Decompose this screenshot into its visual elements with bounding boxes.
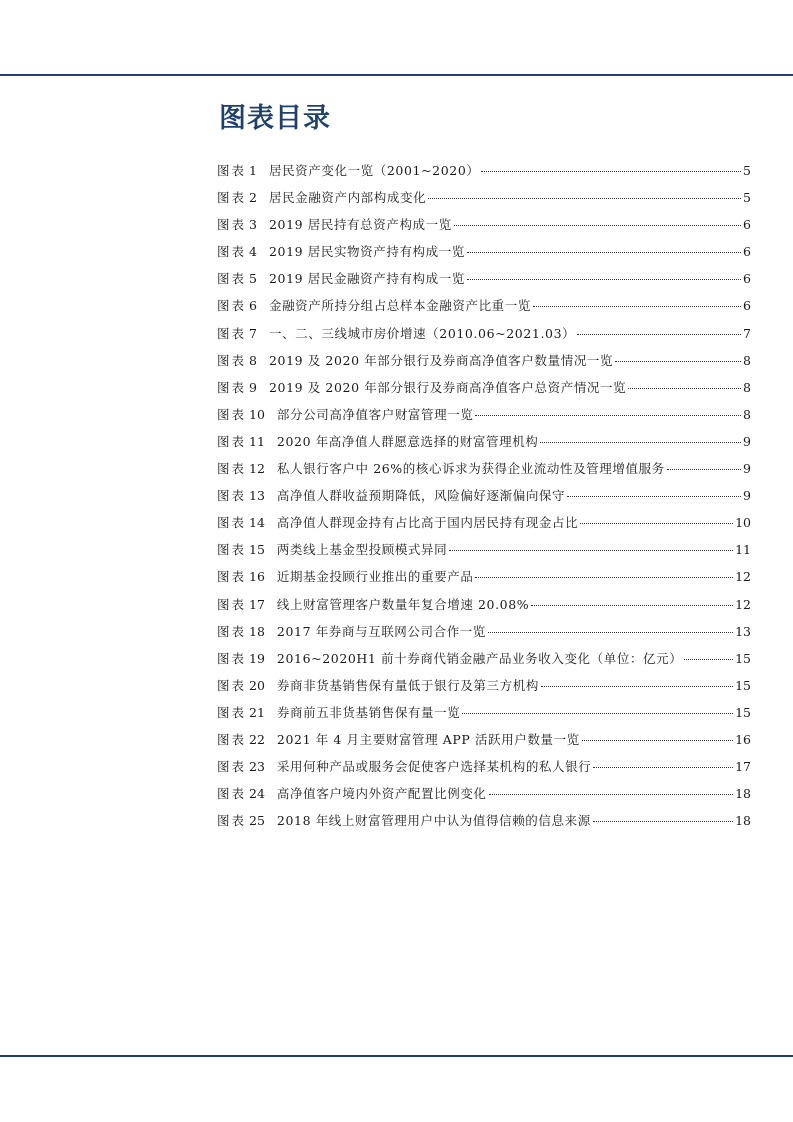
toc-entry-label: 图表 <box>217 515 247 531</box>
toc-entry-title: 高净值人群收益预期降低，风险偏好逐渐偏向保守 <box>276 488 566 504</box>
toc-entry-page-number: 7 <box>743 325 751 341</box>
toc-entry-label: 图表 <box>217 379 247 395</box>
toc-entry-title: 券商非货基销售保有量低于银行及第三方机构 <box>276 677 539 693</box>
toc-dot-leader <box>567 496 741 497</box>
toc-entry-page-number: 9 <box>743 433 751 449</box>
toc-entry-number: 20 <box>249 677 265 693</box>
toc-dot-leader <box>481 171 741 172</box>
toc-entry[interactable] <box>217 374 751 401</box>
toc-entry-label: 图表 <box>217 325 247 341</box>
toc-entry[interactable] <box>217 265 751 292</box>
toc-entry[interactable] <box>217 428 751 455</box>
toc-dot-leader <box>541 686 733 687</box>
toc-entry-title: 2019 及 2020 年部分银行及券商高净值客户总资产情况一览 <box>268 379 627 395</box>
toc-entry-title: 部分公司高净值客户财富管理一览 <box>276 406 474 422</box>
toc-dot-leader <box>489 794 734 795</box>
toc-entry[interactable] <box>217 401 751 428</box>
toc-entry-page-number: 18 <box>735 813 751 829</box>
toc-entry[interactable] <box>217 726 751 753</box>
toc-entry-number: 24 <box>249 786 265 802</box>
toc-entry[interactable] <box>217 591 751 618</box>
toc-entry-page-number: 15 <box>735 704 751 720</box>
toc-dot-leader <box>531 605 733 606</box>
toc-entry-title: 2016~2020H1 前十券商代销金融产品业务收入变化（单位：亿元） <box>276 650 683 666</box>
toc-entry-number: 14 <box>249 515 265 531</box>
toc-entry[interactable] <box>217 645 751 672</box>
toc-dot-leader <box>428 198 741 199</box>
toc-entry-label: 图表 <box>217 461 247 477</box>
toc-entry-number: 25 <box>249 813 265 829</box>
toc-entry-title: 近期基金投顾行业推出的重要产品 <box>276 569 474 585</box>
toc-dot-leader <box>467 279 741 280</box>
header-rule <box>0 74 793 76</box>
toc-entry-label: 图表 <box>217 433 247 449</box>
toc-entry-label: 图表 <box>217 163 247 178</box>
toc-entry[interactable] <box>217 807 751 834</box>
toc-entry-page-number: 16 <box>735 731 751 747</box>
toc-entry-page-number: 8 <box>743 379 751 395</box>
toc-dot-leader <box>667 469 741 470</box>
toc-entry[interactable] <box>217 455 751 482</box>
toc-entry-title: 私人银行客户中 26%的核心诉求为获得企业流动性及管理增值服务 <box>276 461 665 477</box>
toc-entry-page-number: 5 <box>743 190 751 206</box>
toc-entry-page-number: 8 <box>743 406 751 422</box>
toc-entry[interactable] <box>217 753 751 780</box>
toc-entry-page-number: 5 <box>743 163 751 178</box>
toc-entry-page-number: 6 <box>743 244 751 260</box>
toc-dot-leader <box>454 225 741 226</box>
toc-entry-title: 高净值人群现金持有占比高于国内居民持有现金占比 <box>276 515 579 531</box>
toc-entry-title: 线上财富管理客户数量年复合增速 20.08% <box>276 596 530 612</box>
page-title: 图表目录 <box>219 103 331 134</box>
toc-entry[interactable] <box>217 509 751 536</box>
toc-entry[interactable] <box>217 563 751 590</box>
toc-entry[interactable] <box>217 482 751 509</box>
toc-entry-page-number: 6 <box>743 298 751 314</box>
toc-dot-leader <box>593 821 733 822</box>
toc-entry-label: 图表 <box>217 271 247 287</box>
toc-dot-leader <box>467 252 741 253</box>
toc-dot-leader <box>615 361 741 362</box>
toc-entry[interactable] <box>217 780 751 807</box>
toc-entry-label: 图表 <box>217 731 247 747</box>
toc-entry-page-number: 6 <box>743 217 751 233</box>
toc-entry-page-number: 12 <box>735 569 751 585</box>
toc-dot-leader <box>475 415 741 416</box>
toc-entry[interactable] <box>217 347 751 374</box>
toc-dot-leader <box>462 713 733 714</box>
toc-dot-leader <box>582 740 733 741</box>
toc-entry-page-number: 13 <box>735 623 751 639</box>
toc-dot-leader <box>449 550 733 551</box>
toc-entry-title: 采用何种产品或服务会促使客户选择某机构的私人银行 <box>276 759 592 775</box>
toc-entry-number: 9 <box>249 379 257 395</box>
toc-entry-number: 18 <box>249 623 265 639</box>
toc-entry-page-number: 12 <box>735 596 751 612</box>
toc-entry-title: 2021 年 4 月主要财富管理 APP 活跃用户数量一览 <box>276 731 580 747</box>
toc-entry-title: 2017 年券商与互联网公司合作一览 <box>276 623 487 639</box>
toc-entry[interactable] <box>217 157 751 184</box>
toc-entry[interactable] <box>217 699 751 726</box>
toc-entry-title: 一、二、三线城市房价增速（2010.06~2021.03） <box>268 325 576 341</box>
toc-entry-label: 图表 <box>217 488 247 504</box>
toc-entry-page-number: 9 <box>743 488 751 504</box>
toc-entry-number: 16 <box>249 569 265 585</box>
toc-entry-label: 图表 <box>217 677 247 693</box>
toc-entry-title: 2020 年高净值人群愿意选择的财富管理机构 <box>276 433 539 449</box>
toc-entry[interactable] <box>217 536 751 563</box>
toc-entry-label: 图表 <box>217 406 247 422</box>
toc-entry-number: 15 <box>249 542 265 558</box>
toc-dot-leader <box>577 334 741 335</box>
toc-entry-number: 3 <box>249 217 257 233</box>
toc-entry-label: 图表 <box>217 759 247 775</box>
toc-entry-number: 13 <box>249 488 265 504</box>
toc-entry-number: 1 <box>249 163 257 178</box>
toc-entry-label: 图表 <box>217 596 247 612</box>
toc-entry-title: 2019 居民实物资产持有构成一览 <box>268 244 465 260</box>
toc-dot-leader <box>540 442 741 443</box>
toc-entry-number: 5 <box>249 271 257 287</box>
toc-entry-label: 图表 <box>217 786 247 802</box>
toc-dot-leader <box>488 632 733 633</box>
toc-entry-label: 图表 <box>217 623 247 639</box>
toc-dot-leader <box>593 767 733 768</box>
toc-entry-label: 图表 <box>217 352 247 368</box>
toc-entry-number: 12 <box>249 461 265 477</box>
toc-entry-title: 金融资产所持分组占总样本金融资产比重一览 <box>268 298 531 314</box>
toc-entry-number: 7 <box>249 325 257 341</box>
toc-entry-title: 居民金融资产内部构成变化 <box>268 190 427 206</box>
toc-entry-label: 图表 <box>217 190 247 206</box>
figure-toc-list <box>217 157 751 834</box>
toc-entry[interactable] <box>217 211 751 238</box>
toc-dot-leader <box>628 388 741 389</box>
toc-entry-label: 图表 <box>217 569 247 585</box>
toc-entry-title: 2018 年线上财富管理用户中认为值得信赖的信息来源 <box>276 813 591 829</box>
toc-entry-number: 19 <box>249 650 265 666</box>
toc-entry-page-number: 8 <box>743 352 751 368</box>
footer-rule <box>0 1055 793 1057</box>
toc-entry-label: 图表 <box>217 244 247 260</box>
toc-entry-number: 23 <box>249 759 265 775</box>
toc-entry-label: 图表 <box>217 542 247 558</box>
toc-entry-title: 高净值客户境内外资产配置比例变化 <box>276 786 487 802</box>
toc-entry[interactable] <box>217 618 751 645</box>
toc-entry-label: 图表 <box>217 650 247 666</box>
toc-entry-title: 2019 居民金融资产持有构成一览 <box>268 271 465 287</box>
toc-entry-page-number: 11 <box>735 542 751 558</box>
toc-dot-leader <box>475 577 733 578</box>
toc-entry[interactable] <box>217 672 751 699</box>
toc-entry-label: 图表 <box>217 704 247 720</box>
toc-dot-leader <box>684 659 733 660</box>
toc-entry-page-number: 15 <box>735 650 751 666</box>
toc-entry-title: 2019 及 2020 年部分银行及券商高净值客户数量情况一览 <box>268 352 614 368</box>
toc-entry-number: 10 <box>249 406 265 422</box>
toc-entry[interactable] <box>217 184 751 211</box>
toc-entry-title: 两类线上基金型投顾模式异同 <box>276 542 448 558</box>
toc-dot-leader <box>580 523 733 524</box>
toc-entry[interactable] <box>217 238 751 265</box>
toc-entry-page-number: 17 <box>735 759 751 775</box>
toc-entry-label: 图表 <box>217 298 247 314</box>
toc-entry-page-number: 10 <box>735 515 751 531</box>
toc-entry-page-number: 9 <box>743 461 751 477</box>
toc-entry-number: 6 <box>249 298 257 314</box>
toc-entry-number: 11 <box>249 433 265 449</box>
toc-entry-number: 22 <box>249 731 265 747</box>
toc-entry-number: 21 <box>249 704 265 720</box>
toc-entry[interactable] <box>217 292 751 319</box>
toc-entry-number: 8 <box>249 352 257 368</box>
toc-entry-page-number: 6 <box>743 271 751 287</box>
toc-entry-title: 2019 居民持有总资产构成一览 <box>268 217 452 233</box>
toc-entry-page-number: 18 <box>735 786 751 802</box>
toc-entry-number: 2 <box>249 190 257 206</box>
toc-entry[interactable] <box>217 320 751 347</box>
toc-entry-label: 图表 <box>217 813 247 829</box>
toc-dot-leader <box>533 306 741 307</box>
toc-entry-title: 居民资产变化一览（2001~2020） <box>268 163 480 178</box>
toc-entry-number: 17 <box>249 596 265 612</box>
toc-entry-label: 图表 <box>217 217 247 233</box>
toc-entry-number: 4 <box>249 244 257 260</box>
toc-entry-title: 券商前五非货基销售保有量一览 <box>276 704 461 720</box>
toc-entry-page-number: 15 <box>735 677 751 693</box>
